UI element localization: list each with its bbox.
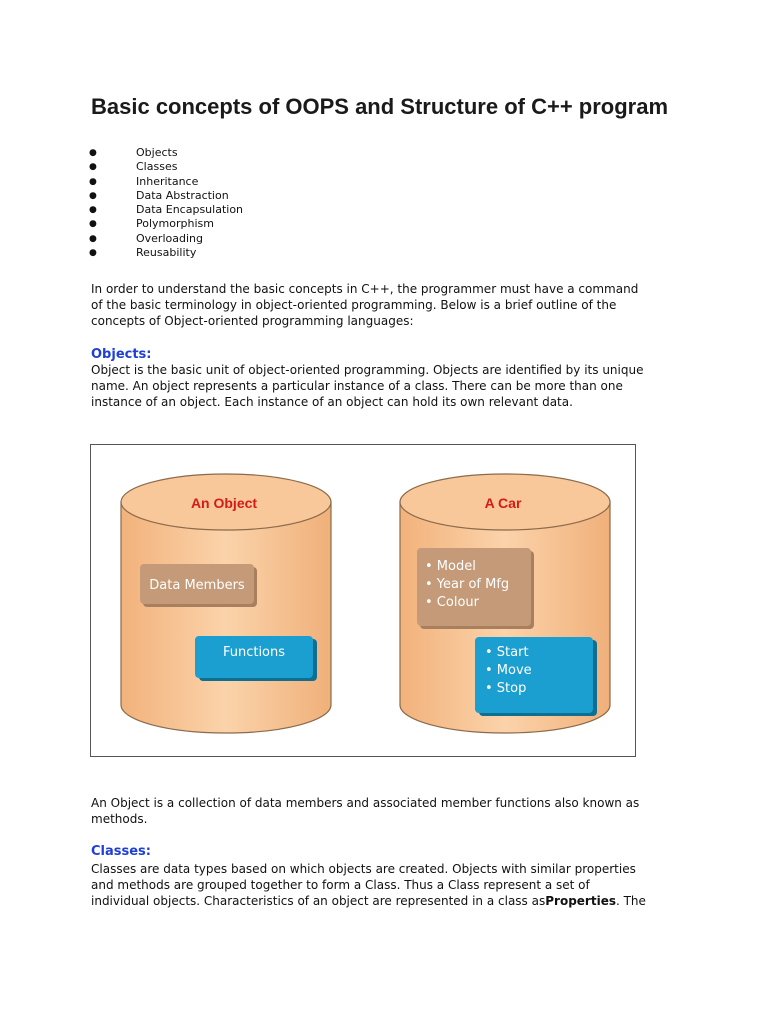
car-attribute: • Model — [425, 559, 476, 574]
text-line: concepts of Object-oriented programming languages: — [91, 314, 414, 328]
bullet-icon: ● — [89, 248, 97, 259]
functions-label: Functions — [222, 645, 286, 660]
object-diagram-svg — [91, 445, 635, 756]
list-item-label: Data Abstraction — [136, 188, 229, 202]
intro-paragraph — [91, 281, 691, 329]
list-item-label: Objects — [136, 146, 178, 159]
classes-heading: Classes: — [91, 844, 151, 859]
object-cylinder — [121, 474, 331, 733]
car-function: • Start — [485, 645, 529, 660]
list-item-label: Reusability — [136, 246, 197, 260]
text-span: . The — [615, 894, 646, 908]
list-item-label: Classes — [136, 160, 178, 174]
bullet-icon: ● — [89, 219, 97, 230]
bullet-icon: ● — [89, 190, 97, 201]
text-line: and methods are grouped together to form a Class. Thus a Class represent a set of — [91, 878, 590, 892]
text-line: name. An object represents a particular instance of a class. There can be more than one — [91, 379, 623, 393]
list-item-label: Inheritance — [136, 174, 199, 188]
text-line: In order to understand the basic concepts in C++, the programmer must have a command — [91, 282, 639, 296]
text-line: Classes are data types based on which objects are created. Objects with similar properties — [91, 862, 636, 876]
bullet-icon: ● — [89, 205, 97, 216]
text-line — [91, 893, 691, 909]
list-item-label: Data Encapsulation — [136, 203, 244, 217]
text-line: methods. — [91, 812, 148, 826]
text-line: Object is the basic unit of object-oriented programming. Objects are identified by its unique — [91, 363, 644, 377]
objects-heading: Objects: — [91, 347, 152, 362]
list-item-label: Polymorphism — [136, 217, 214, 231]
object-definition-paragraph — [91, 795, 691, 827]
list-item-label: Overloading — [136, 231, 203, 245]
car-cylinder — [400, 474, 610, 733]
classes-paragraph — [91, 861, 691, 909]
bullet-icon: ● — [89, 148, 97, 158]
page-title: Basic concepts of OOPS and Structure of C++ program — [91, 94, 669, 119]
data-members-label: Data Members — [149, 578, 245, 593]
properties-term: Properties — [545, 894, 616, 908]
car-function: • Move — [485, 663, 532, 678]
bullet-icon: ● — [89, 176, 97, 187]
bullet-icon: ● — [89, 162, 97, 173]
object-title: An Object — [190, 495, 258, 511]
car-function: • Stop — [485, 681, 527, 696]
car-attribute: • Colour — [425, 595, 479, 610]
object-diagram — [90, 444, 636, 757]
car-attribute: • Year of Mfg — [425, 577, 510, 592]
text-span: individual objects. Characteristics of an object are represented in a class as — [91, 894, 546, 908]
cylinder-body — [121, 502, 331, 733]
car-title: A Car — [484, 495, 522, 511]
objects-paragraph — [91, 362, 691, 410]
text-line: instance of an object. Each instance of an object can hold its own relevant data. — [91, 395, 573, 409]
text-line: An Object is a collection of data members and associated member functions also known as — [91, 796, 640, 810]
text-line: of the basic terminology in object-oriented programming. Below is a brief outline of the — [91, 298, 617, 312]
bullet-icon: ● — [89, 233, 97, 244]
